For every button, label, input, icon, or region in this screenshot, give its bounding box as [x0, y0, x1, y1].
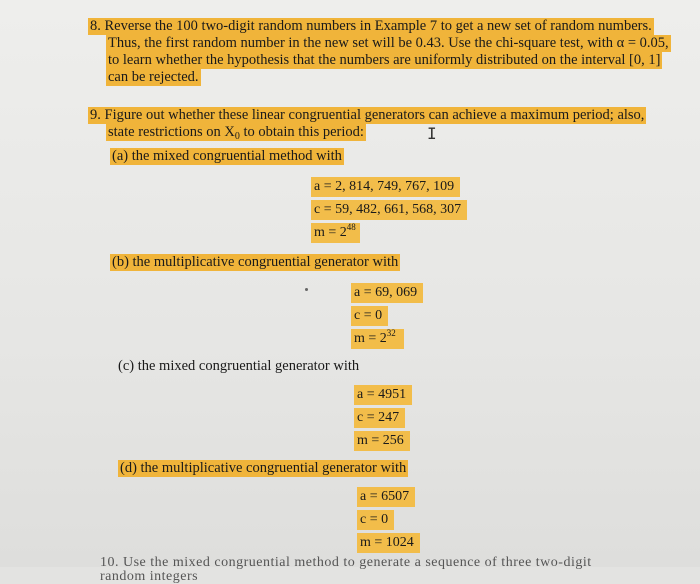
- part-b-c-value: c = 0: [351, 306, 388, 326]
- problem-8-line-2: Thus, the first random number in the new set will be 0.43. Use the chi-square test, with α = 0.05,: [108, 35, 669, 51]
- problem-8-line-1: [88, 18, 654, 35]
- part-c-c-value: c = 247: [354, 408, 405, 428]
- part-c-label: (c) the mixed congruential generator with: [118, 358, 360, 374]
- problem-8-line-3: to learn whether the hypothesis that the numbers are uniformly distributed on the interval [0, 1]: [108, 52, 661, 68]
- part-c-a-value: a = 4951: [354, 385, 412, 405]
- problem-9-line-2: state restrictions on $X_0$ to obtain this period:: [108, 124, 364, 142]
- part-b-label: (b) the multiplicative congruential generator with: [112, 254, 399, 270]
- problem-9-text-1: Figure out whether these linear congruential generators can achieve a maximum period; also,: [104, 107, 645, 123]
- part-d-a-value: a = 6507: [357, 487, 415, 507]
- part-b-a-value: a = 69, 069: [351, 283, 423, 303]
- part-a-label: (a) the mixed congruential method with: [112, 148, 342, 164]
- text-cursor-icon: I: [427, 124, 437, 143]
- part-d-c-value: c = 0: [357, 510, 394, 530]
- problem-8-number: 8.: [90, 18, 101, 34]
- part-b-m-value: $m = 2^{32}$: [351, 329, 404, 349]
- part-a-c-value: c = 59, 482, 661, 568, 307: [311, 200, 467, 220]
- problem-9-line-1: [88, 107, 646, 124]
- part-d-label: (d) the multiplicative congruential generator with: [120, 460, 407, 476]
- stray-mark: [305, 288, 308, 291]
- problem-8-line-4: can be rejected.: [108, 69, 199, 85]
- part-a-a-value: a = 2, 814, 749, 767, 109: [311, 177, 460, 197]
- problem-9-number: 9.: [90, 107, 101, 123]
- part-d-m-value: m = 1024: [357, 533, 420, 553]
- problem-8-text-1: Reverse the 100 two-digit random numbers in Example 7 to get a new set of random numbers.: [104, 18, 652, 34]
- problem-10-cut-line: 10. Use the mixed congruential method to generate a sequence of three two-digit random integers: [100, 555, 592, 584]
- part-c-m-value: m = 256: [354, 431, 410, 451]
- part-a-m-value: $m = 2^{48}$: [311, 223, 360, 243]
